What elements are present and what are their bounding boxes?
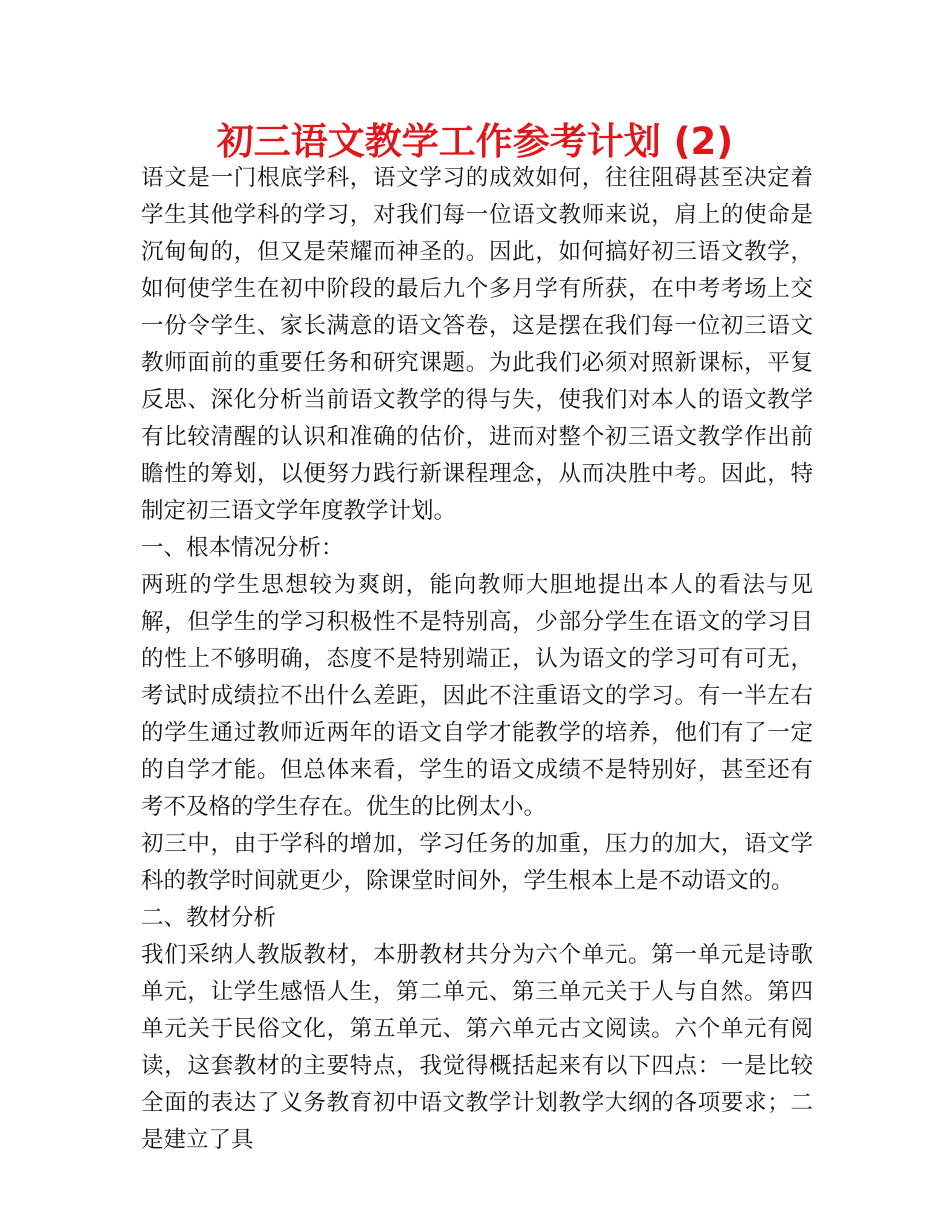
paragraph-textbook: 我们采纳人教版教材，本册教材共分为六个单元。第一单元是诗歌单元，让学生感悟人生，第二单元、第三单元关于人与自然。第四单元关于民俗文化，第五单元、第六单元古文阅读。六个单元有阅读，这套教材的主要特点，我觉得概括起来有以下四点：一是比较全面的表达了义务教育初中语文教学计划教学大纲的各项要求；二是建立了具 [141,942,813,1153]
section-heading-textbook-analysis: 二、教材分析 [141,905,277,931]
paragraph-student-analysis: 两班的学生思想较为爽朗，能向教师大胆地提出本人的看法与见解，但学生的学习积极性不是特别高，少部分学生在语文的学习目的性上不够明确，态度不是特别端正，认为语文的学习可有可无，考试时成绩拉不出什么差距，因此不注重语文的学习。有一半左右的学生通过教师近两年的语文自学才能教学的培养，他们有了一定的自学才能。但总体来看，学生的语文成绩不是特别好，甚至还有考不及格的学生存在。优生的比例太小。 [141,572,813,820]
section-heading-basic-analysis: 一、根本情况分析： [141,535,344,561]
paragraph-intro: 语文是一门根底学科，语文学习的成效如何，往往阻碍甚至决定着学生其他学科的学习，对我们每一位语文教师来说，肩上的使命是沉甸甸的，但又是荣耀而神圣的。因此，如何搞好初三语文教学，如何使学生在初中阶段的最后九个多月学有所获，在中考考场上交一份令学生、家长满意的语文答卷，这是摆在我们每一位初三语文教师面前的重要任务和研究课题。为此我们必须对照新课标，平复反思、深化分析当前语文教学的得与失，使我们对本人的语文教学有比较清醒的认识和准确的估价，进而对整个初三语文教学作出前瞻性的筹划，以便努力践行新课程理念，从而决胜中考。因此，特制定初三语文学年度教学计划。 [141,165,813,524]
document-body [141,160,813,1159]
paragraph-grade-three: 初三中，由于学科的增加，学习任务的加重，压力的加大，语文学科的教学时间就更少，除课堂时间外，学生根本上是不动语文的。 [141,831,813,894]
document-title: 初三语文教学工作参考计划 (2) [216,120,734,163]
